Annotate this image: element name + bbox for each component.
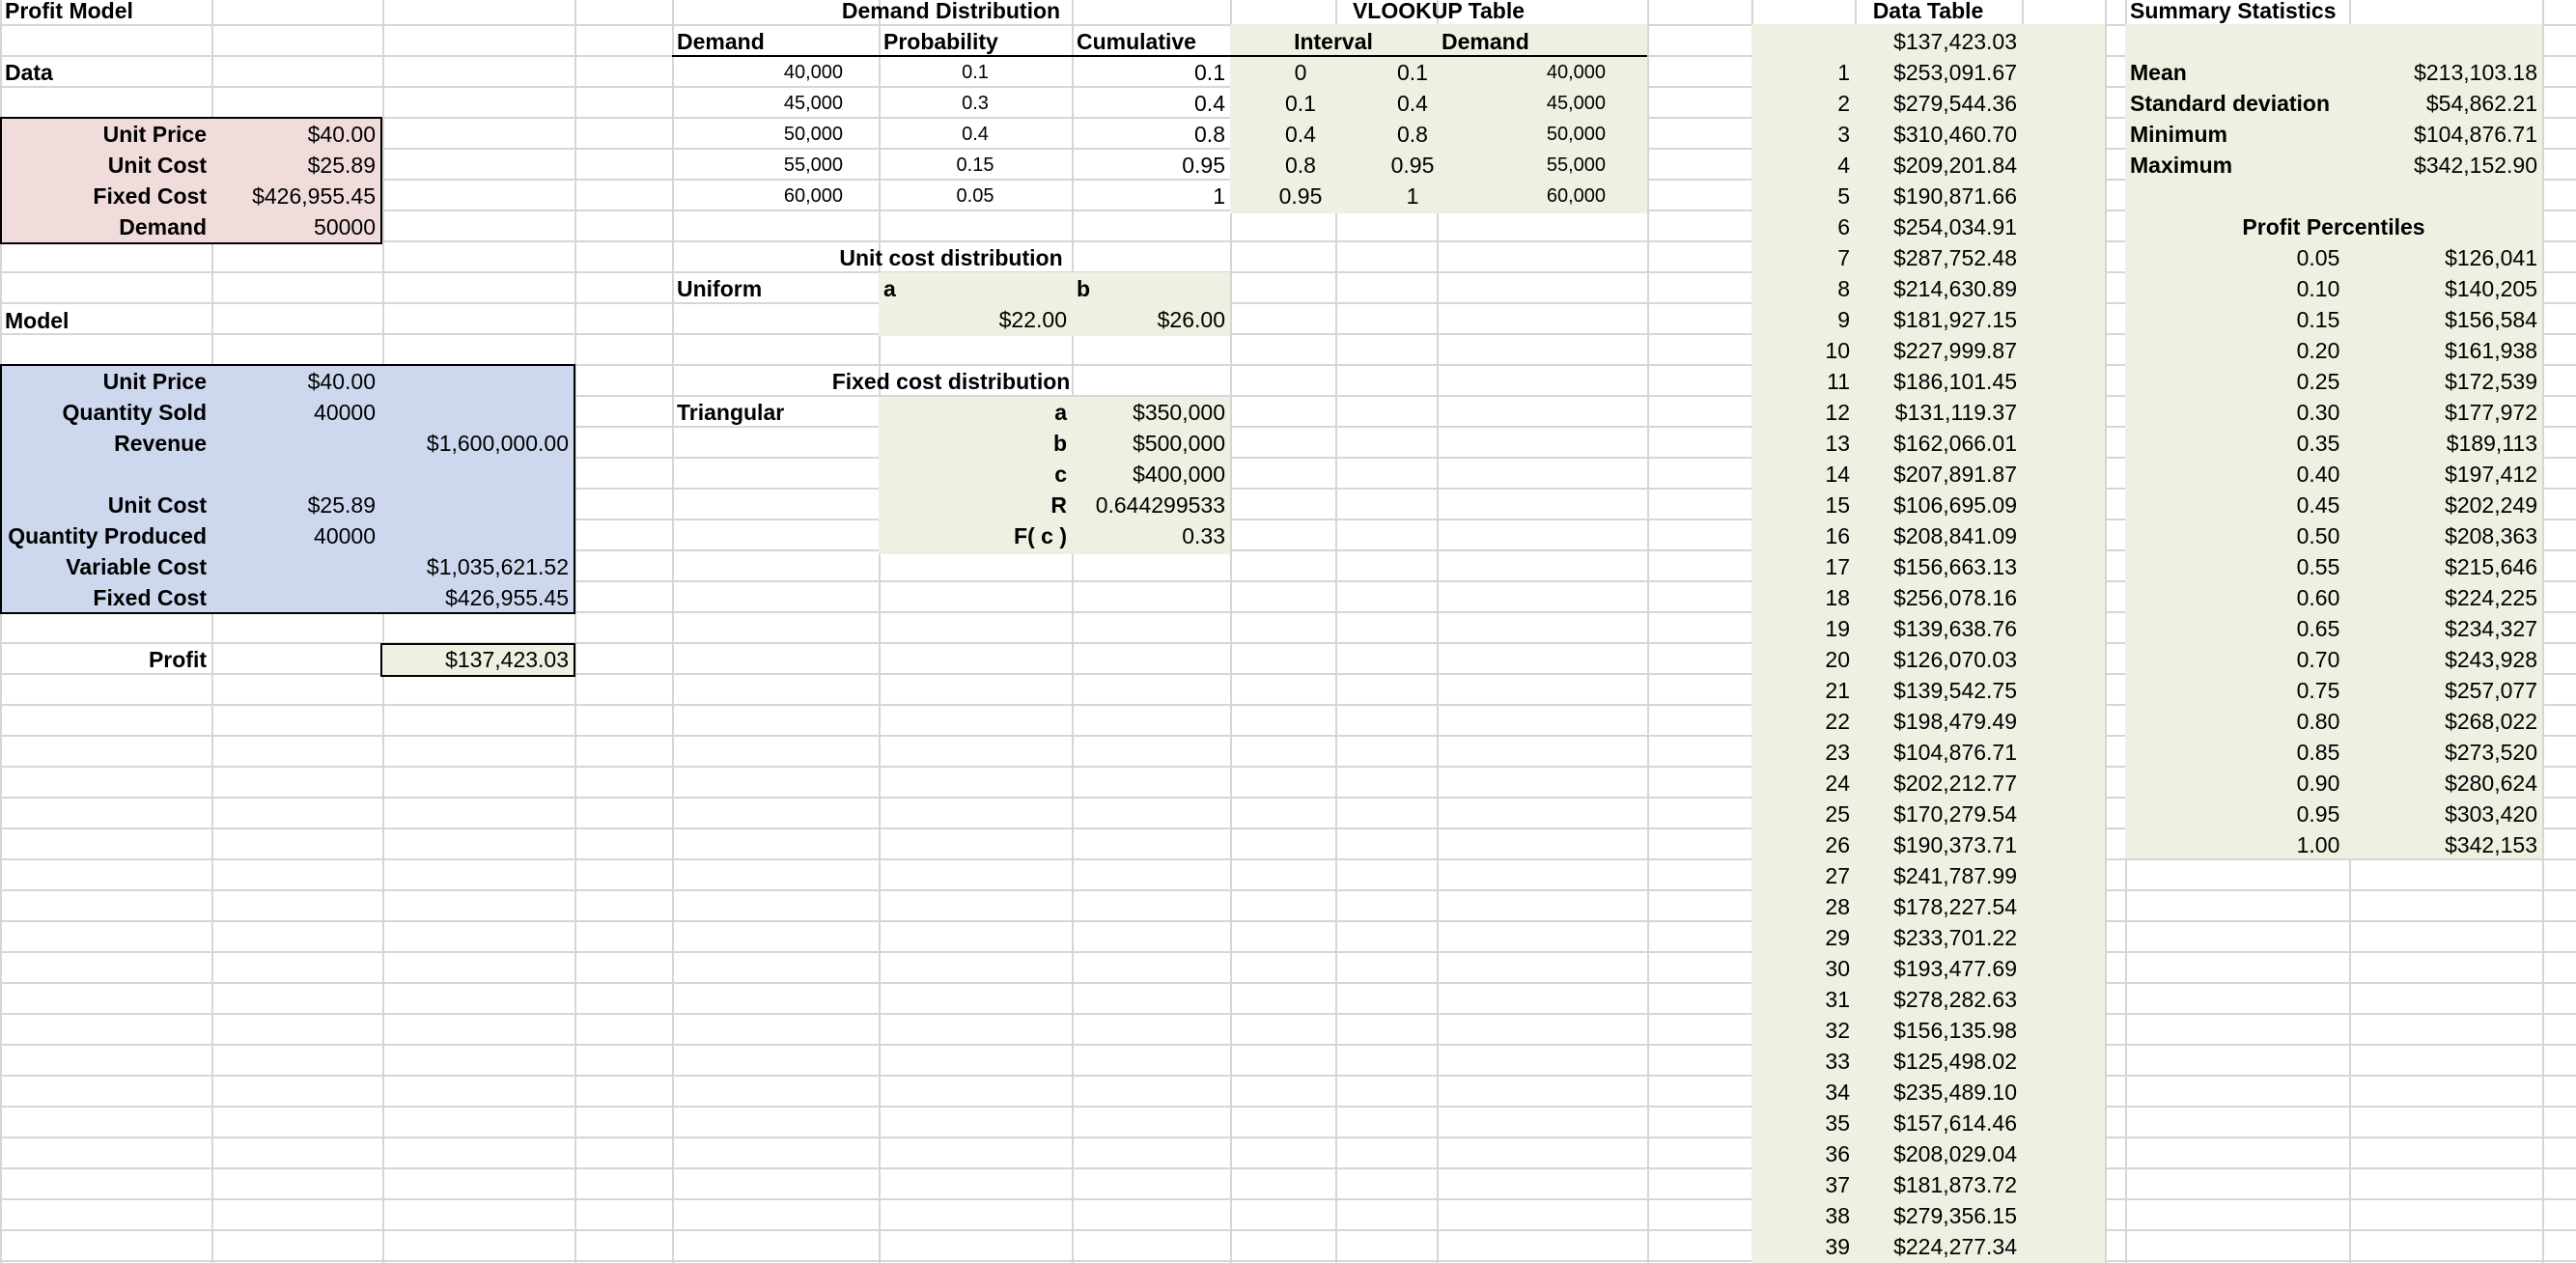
data-table-value[interactable]: $235,489.10 bbox=[1893, 1080, 2017, 1105]
unit-cost-input[interactable]: $25.89 bbox=[307, 153, 376, 178]
percentile-value[interactable]: $197,412 bbox=[2445, 462, 2537, 487]
data-table-value[interactable]: $139,542.75 bbox=[1893, 678, 2017, 703]
model-revenue-label: Revenue bbox=[114, 431, 207, 456]
grid-row-line bbox=[0, 1260, 2576, 1262]
cumulative-value[interactable]: 1 bbox=[1213, 183, 1225, 209]
percentile-value[interactable]: $280,624 bbox=[2445, 771, 2537, 796]
uniform-b-value[interactable]: $26.00 bbox=[1157, 307, 1225, 332]
percentile-level: 0.45 bbox=[2296, 492, 2340, 518]
data-table-value[interactable]: $256,078.16 bbox=[1893, 585, 2017, 610]
model-quantity-sold[interactable]: 40000 bbox=[314, 400, 376, 425]
summary-stat-value[interactable]: $54,862.21 bbox=[2425, 91, 2537, 116]
probability-header: Probability bbox=[883, 29, 998, 54]
data-table-index: 21 bbox=[1825, 678, 1850, 703]
interval-high[interactable]: 1 bbox=[1406, 183, 1419, 209]
percentile-level: 0.55 bbox=[2296, 554, 2340, 579]
data-table-value[interactable]: $208,029.04 bbox=[1893, 1141, 2017, 1166]
data-table-index: 26 bbox=[1825, 832, 1850, 857]
percentile-value[interactable]: $161,938 bbox=[2445, 338, 2537, 363]
fixed-cost-param-value[interactable]: $350,000 bbox=[1133, 400, 1225, 425]
fixed-cost-dist-type: Triangular bbox=[677, 400, 785, 425]
model-unit-price[interactable]: $40.00 bbox=[307, 369, 376, 394]
profit-model-title: Profit Model bbox=[5, 0, 133, 23]
summary-stat-label: Mean bbox=[2130, 60, 2187, 85]
data-table-index: 4 bbox=[1837, 153, 1850, 178]
data-table-value[interactable]: $125,498.02 bbox=[1893, 1049, 2017, 1074]
vlookup-demand[interactable]: 45,000 bbox=[1546, 93, 1606, 114]
grid-column-line bbox=[2105, 0, 2107, 1263]
data-table-index: 17 bbox=[1825, 554, 1850, 579]
profit-percentiles-title: Profit Percentiles bbox=[2242, 214, 2425, 239]
data-table-value[interactable]: $279,356.15 bbox=[1893, 1203, 2017, 1228]
percentile-value[interactable]: $208,363 bbox=[2445, 523, 2537, 548]
percentile-level: 1.00 bbox=[2296, 832, 2340, 857]
interval-high[interactable]: 0.8 bbox=[1397, 122, 1428, 147]
demand-value[interactable]: 55,000 bbox=[783, 154, 843, 176]
fixed-cost-param-label: R bbox=[1050, 492, 1067, 518]
percentile-level: 0.20 bbox=[2296, 338, 2340, 363]
data-table-index: 22 bbox=[1825, 709, 1850, 734]
profit-label: Profit bbox=[148, 647, 207, 672]
data-table-index: 36 bbox=[1825, 1141, 1850, 1166]
model-unit-cost-label: Unit Cost bbox=[107, 492, 207, 518]
percentile-level: 0.25 bbox=[2296, 369, 2340, 394]
percentile-level: 0.65 bbox=[2296, 616, 2340, 641]
model-fixed-cost-label: Fixed Cost bbox=[93, 585, 207, 610]
data-table-index: 12 bbox=[1825, 400, 1850, 425]
data-table-index: 25 bbox=[1825, 801, 1850, 827]
percentile-level: 0.60 bbox=[2296, 585, 2340, 610]
grid-row-line bbox=[0, 982, 2576, 984]
interval-low[interactable]: 0.4 bbox=[1285, 122, 1316, 147]
summary-stat-value[interactable]: $104,876.71 bbox=[2414, 122, 2537, 147]
percentile-value[interactable]: $189,113 bbox=[2446, 431, 2537, 456]
demand-value[interactable]: 50,000 bbox=[783, 124, 843, 145]
data-table-index: 16 bbox=[1825, 523, 1850, 548]
fixed-cost-param-value[interactable]: 0.33 bbox=[1182, 523, 1225, 548]
data-table-value[interactable]: $233,701.22 bbox=[1893, 925, 2017, 950]
data-table-index: 13 bbox=[1825, 431, 1850, 456]
data-table-value[interactable]: $209,201.84 bbox=[1893, 153, 2017, 178]
data-table-index: 28 bbox=[1825, 894, 1850, 919]
data-table-value[interactable]: $190,373.71 bbox=[1893, 832, 2017, 857]
vlookup-title: VLOOKUP Table bbox=[1352, 0, 1526, 23]
percentile-value[interactable]: $202,249 bbox=[2445, 492, 2537, 518]
data-table-value[interactable]: $186,101.45 bbox=[1893, 369, 2017, 394]
probability-value[interactable]: 0.05 bbox=[956, 185, 994, 207]
fixed-cost-param-label: c bbox=[1054, 462, 1067, 487]
grid-row-line bbox=[0, 1229, 2576, 1231]
data-table-title: Data Table bbox=[1872, 0, 1984, 23]
data-table-value[interactable]: $157,614.46 bbox=[1893, 1110, 2017, 1136]
model-unit-price-label: Unit Price bbox=[102, 369, 207, 394]
data-table-value[interactable]: $156,663.13 bbox=[1893, 554, 2017, 579]
data-table-index: 18 bbox=[1825, 585, 1850, 610]
percentile-level: 0.40 bbox=[2296, 462, 2340, 487]
model-unit-cost[interactable]: $25.89 bbox=[307, 492, 376, 518]
interval-low[interactable]: 0.8 bbox=[1285, 153, 1316, 178]
grid-row-line bbox=[0, 1013, 2576, 1015]
profit-value[interactable]: $137,423.03 bbox=[445, 647, 569, 672]
data-table-value[interactable]: $310,460.70 bbox=[1893, 122, 2017, 147]
summary-stat-label: Standard deviation bbox=[2130, 91, 2331, 116]
grid-column-line bbox=[382, 0, 384, 1263]
data-table-value[interactable]: $181,927.15 bbox=[1893, 307, 2017, 332]
uniform-a-label: a bbox=[883, 276, 896, 301]
data-table-value[interactable]: $126,070.03 bbox=[1893, 647, 2017, 672]
cumulative-value[interactable]: 0.1 bbox=[1194, 60, 1225, 85]
percentile-level: 0.85 bbox=[2296, 740, 2340, 765]
grid-row-line bbox=[0, 1198, 2576, 1200]
summary-stat-value[interactable]: $342,152.90 bbox=[2414, 153, 2537, 178]
grid-column-line bbox=[2542, 0, 2544, 1263]
data-table-value[interactable]: $207,891.87 bbox=[1893, 462, 2017, 487]
percentile-value[interactable]: $126,041 bbox=[2445, 245, 2537, 270]
data-table-index: 15 bbox=[1825, 492, 1850, 518]
interval-low[interactable]: 0 bbox=[1294, 60, 1307, 85]
data-table-value[interactable]: $241,787.99 bbox=[1893, 863, 2017, 888]
data-table-value[interactable]: $253,091.67 bbox=[1893, 60, 2017, 85]
fixed-cost-param-value[interactable]: $500,000 bbox=[1133, 431, 1225, 456]
data-table-index: 33 bbox=[1825, 1049, 1850, 1074]
data-table-value[interactable]: $198,479.49 bbox=[1893, 709, 2017, 734]
cumulative-value[interactable]: 0.8 bbox=[1194, 122, 1225, 147]
demand-header: Demand bbox=[677, 29, 765, 54]
grid-row-line bbox=[0, 1167, 2576, 1169]
interval-high[interactable]: 0.1 bbox=[1397, 60, 1428, 85]
fixed-cost-dist-title: Fixed cost distribution bbox=[831, 369, 1071, 394]
data-table-index: 8 bbox=[1837, 276, 1850, 301]
data-table-index: 29 bbox=[1825, 925, 1850, 950]
demand-value[interactable]: 40,000 bbox=[783, 62, 843, 83]
vlookup-demand[interactable]: 60,000 bbox=[1546, 185, 1606, 207]
percentile-level: 0.95 bbox=[2296, 801, 2340, 827]
data-table-value[interactable]: $139,638.76 bbox=[1893, 616, 2017, 641]
data-table-index: 38 bbox=[1825, 1203, 1850, 1228]
grid-row-line bbox=[0, 1075, 2576, 1077]
fixed-cost-param-label: F( c ) bbox=[1014, 523, 1067, 548]
model-quantity-produced-label: Quantity Produced bbox=[8, 523, 207, 548]
data-table-value[interactable]: $193,477.69 bbox=[1893, 956, 2017, 981]
vlookup-demand[interactable]: 55,000 bbox=[1546, 154, 1606, 176]
percentile-level: 0.30 bbox=[2296, 400, 2340, 425]
percentile-level: 0.80 bbox=[2296, 709, 2340, 734]
data-table-index: 39 bbox=[1825, 1234, 1850, 1259]
percentile-level: 0.05 bbox=[2296, 245, 2340, 270]
data-table-value[interactable]: $208,841.09 bbox=[1893, 523, 2017, 548]
data-table-value[interactable]: $202,212.77 bbox=[1893, 771, 2017, 796]
data-table-index: 31 bbox=[1825, 987, 1850, 1012]
data-table-value[interactable]: $131,119.37 bbox=[1894, 400, 2017, 425]
percentile-level: 0.70 bbox=[2296, 647, 2340, 672]
percentile-value[interactable]: $342,153 bbox=[2445, 832, 2537, 857]
data-table-index: 9 bbox=[1837, 307, 1850, 332]
grid-row-line bbox=[0, 1106, 2576, 1108]
demand-label: Demand bbox=[119, 214, 207, 239]
summary-stat-value[interactable]: $213,103.18 bbox=[2414, 60, 2537, 85]
vlookup-demand[interactable]: 50,000 bbox=[1546, 124, 1606, 145]
data-table-index: 37 bbox=[1825, 1172, 1850, 1197]
cumulative-header: Cumulative bbox=[1077, 29, 1196, 54]
data-table-value[interactable]: $104,876.71 bbox=[1893, 740, 2017, 765]
unit-cost-dist-title: Unit cost distribution bbox=[839, 245, 1063, 270]
demand-input[interactable]: 50000 bbox=[314, 214, 376, 239]
unit-price-label: Unit Price bbox=[102, 122, 207, 147]
data-table-index: 30 bbox=[1825, 956, 1850, 981]
probability-value[interactable]: 0.15 bbox=[956, 154, 994, 176]
percentile-value[interactable]: $177,972 bbox=[2445, 400, 2537, 425]
percentile-value[interactable]: $215,646 bbox=[2445, 554, 2537, 579]
interval-low[interactable]: 0.1 bbox=[1285, 91, 1316, 116]
data-table-index: 11 bbox=[1827, 369, 1850, 394]
percentile-level: 0.75 bbox=[2296, 678, 2340, 703]
grid-row-line bbox=[0, 1044, 2576, 1046]
uniform-a-value[interactable]: $22.00 bbox=[998, 307, 1067, 332]
data-table-value[interactable]: $227,999.87 bbox=[1893, 338, 2017, 363]
fixed-cost-param-label: b bbox=[1052, 431, 1067, 456]
interval-high[interactable]: 0.4 bbox=[1397, 91, 1428, 116]
percentile-value[interactable]: $268,022 bbox=[2445, 709, 2537, 734]
percentile-level: 0.15 bbox=[2296, 307, 2340, 332]
data-table-value[interactable]: $190,871.66 bbox=[1893, 183, 2017, 209]
data-table-index: 32 bbox=[1825, 1018, 1850, 1043]
data-table-index: 10 bbox=[1825, 338, 1850, 363]
data-table-index: 27 bbox=[1825, 863, 1850, 888]
vlookup-demand[interactable]: 40,000 bbox=[1546, 62, 1606, 83]
data-table-index: 14 bbox=[1825, 462, 1850, 487]
data-table-index: 5 bbox=[1837, 183, 1850, 209]
uniform-b-label: b bbox=[1077, 276, 1091, 301]
vlookup-demand-header: Demand bbox=[1442, 29, 1529, 54]
grid-column-line bbox=[574, 0, 576, 1263]
grid-column-line bbox=[1647, 0, 1649, 1263]
probability-value[interactable]: 0.3 bbox=[962, 93, 989, 114]
cumulative-value[interactable]: 0.95 bbox=[1182, 153, 1225, 178]
model-variable-cost-label: Variable Cost bbox=[66, 554, 207, 579]
data-table-value[interactable]: $279,544.36 bbox=[1893, 91, 2017, 116]
percentile-level: 0.10 bbox=[2296, 276, 2340, 301]
data-table-index: 6 bbox=[1837, 214, 1850, 239]
percentile-value[interactable]: $273,520 bbox=[2445, 740, 2537, 765]
data-table-value[interactable]: $106,695.09 bbox=[1893, 492, 2017, 518]
data-table-value[interactable]: $156,135.98 bbox=[1893, 1018, 2017, 1043]
percentile-level: 0.35 bbox=[2296, 431, 2340, 456]
fixed-cost-param-value[interactable]: $400,000 bbox=[1133, 462, 1225, 487]
unit-price-input[interactable]: $40.00 bbox=[307, 122, 376, 147]
data-table-value[interactable]: $214,630.89 bbox=[1893, 276, 2017, 301]
model-variable-cost[interactable]: $1,035,621.52 bbox=[426, 554, 569, 579]
data-table-index: 19 bbox=[1825, 616, 1850, 641]
grid-row-line bbox=[0, 1137, 2576, 1138]
fixed-cost-param-label: a bbox=[1054, 400, 1067, 425]
interval-low[interactable]: 0.95 bbox=[1278, 183, 1323, 209]
percentile-level: 0.90 bbox=[2296, 771, 2340, 796]
probability-value[interactable]: 0.1 bbox=[962, 62, 989, 83]
summary-stat-label: Minimum bbox=[2130, 122, 2227, 147]
data-table-value[interactable]: $254,034.91 bbox=[1893, 214, 2017, 239]
fixed-cost-param-value[interactable]: 0.644299533 bbox=[1095, 492, 1225, 518]
percentile-value[interactable]: $303,420 bbox=[2445, 801, 2537, 827]
percentile-value[interactable]: $224,225 bbox=[2445, 585, 2537, 610]
data-table-index: 23 bbox=[1825, 740, 1850, 765]
data-table-value[interactable]: $170,279.54 bbox=[1893, 801, 2017, 827]
percentile-value[interactable]: $243,928 bbox=[2445, 647, 2537, 672]
data-table-value[interactable]: $224,277.34 bbox=[1893, 1234, 2017, 1259]
grid-row-line bbox=[0, 920, 2576, 922]
unit-cost-label: Unit Cost bbox=[107, 153, 207, 178]
data-table-index: 24 bbox=[1825, 771, 1850, 796]
data-section-label: Data bbox=[5, 60, 53, 85]
model-revenue[interactable]: $1,600,000.00 bbox=[426, 431, 569, 456]
fixed-cost-input[interactable]: $426,955.45 bbox=[252, 183, 376, 209]
model-fixed-cost[interactable]: $426,955.45 bbox=[445, 585, 569, 610]
probability-value[interactable]: 0.4 bbox=[962, 124, 989, 145]
data-table-first-value[interactable]: $137,423.03 bbox=[1893, 29, 2017, 54]
data-table-value[interactable]: $178,227.54 bbox=[1893, 894, 2017, 919]
demand-value[interactable]: 60,000 bbox=[783, 185, 843, 207]
data-table-index: 7 bbox=[1837, 245, 1850, 270]
percentile-value[interactable]: $172,539 bbox=[2445, 369, 2537, 394]
grid-row-line bbox=[0, 889, 2576, 891]
model-quantity-produced[interactable]: 40000 bbox=[314, 523, 376, 548]
grid-row-line bbox=[0, 951, 2576, 953]
data-table-value[interactable]: $181,873.72 bbox=[1893, 1172, 2017, 1197]
percentile-value[interactable]: $140,205 bbox=[2445, 276, 2537, 301]
data-table-index: 34 bbox=[1825, 1080, 1850, 1105]
cumulative-value[interactable]: 0.4 bbox=[1194, 91, 1225, 116]
summary-statistics-title: Summary Statistics bbox=[2130, 0, 2337, 23]
percentile-value[interactable]: $257,077 bbox=[2445, 678, 2537, 703]
data-table-value[interactable]: $278,282.63 bbox=[1893, 987, 2017, 1012]
unit-cost-dist-type: Uniform bbox=[677, 276, 763, 301]
model-section-label: Model bbox=[5, 308, 70, 333]
data-table-index: 2 bbox=[1837, 91, 1850, 116]
interval-header: Interval bbox=[1294, 29, 1373, 54]
demand-distribution-title: Demand Distribution bbox=[841, 0, 1061, 23]
percentile-level: 0.50 bbox=[2296, 523, 2340, 548]
fixed-cost-label: Fixed Cost bbox=[93, 183, 207, 209]
percentile-value[interactable]: $234,327 bbox=[2445, 616, 2537, 641]
data-table-index: 3 bbox=[1837, 122, 1850, 147]
data-table-index: 20 bbox=[1825, 647, 1850, 672]
interval-high[interactable]: 0.95 bbox=[1390, 153, 1435, 178]
model-quantity-sold-label: Quantity Sold bbox=[62, 400, 207, 425]
demand-value[interactable]: 45,000 bbox=[783, 93, 843, 114]
summary-stat-label: Maximum bbox=[2130, 153, 2233, 178]
data-table-index: 35 bbox=[1825, 1110, 1850, 1136]
data-table-value[interactable]: $162,066.01 bbox=[1893, 431, 2017, 456]
data-table-value[interactable]: $287,752.48 bbox=[1893, 245, 2017, 270]
percentile-value[interactable]: $156,584 bbox=[2445, 307, 2537, 332]
data-table-index: 1 bbox=[1837, 60, 1850, 85]
